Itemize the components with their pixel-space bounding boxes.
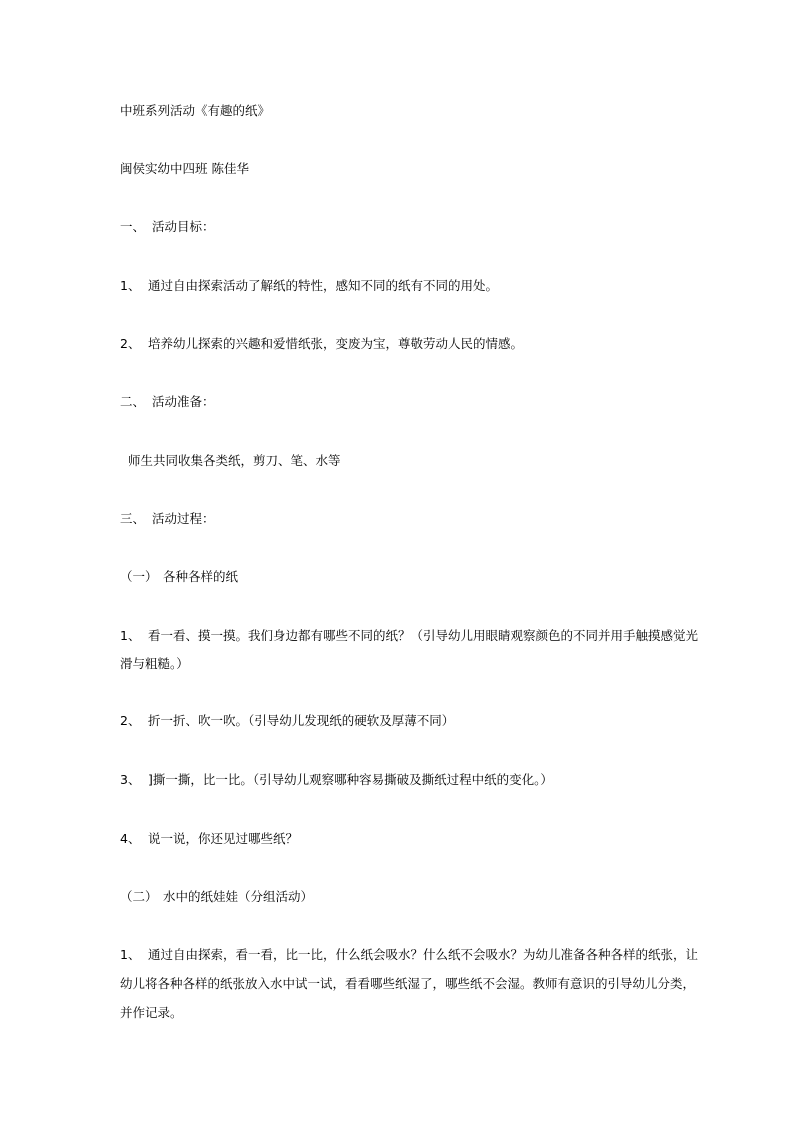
section-heading-goals: [120, 217, 215, 237]
step-item: [120, 829, 298, 849]
step-item: [120, 770, 553, 790]
author-line: 闽侯实幼中四班 陈佳华: [120, 161, 249, 176]
subsection-number: （二）: [120, 889, 158, 904]
step-text-continued: 幼儿将各种各样的纸张放入水中试一试，看看哪些纸湿了，哪些纸不会湿。教师有意识的引导幼儿分类，: [120, 976, 696, 991]
section-heading-text: 活动目标：: [152, 219, 215, 234]
document-title: 中班系列活动《有趣的纸》: [120, 103, 271, 118]
subsection-heading-papers: [120, 567, 238, 587]
section-number: 二、: [120, 394, 146, 409]
preparation-content: 师生共同收集各类纸，剪刀、笔、水等: [128, 453, 341, 468]
subsection-heading-text: 水中的纸娃娃（分组活动）: [163, 889, 314, 904]
section-number: 三、: [120, 511, 146, 526]
goal-text: 培养幼儿探索的兴趣和爱惜纸张，变废为宝，尊敬劳动人民的情感。: [148, 336, 524, 351]
step-number: 4、: [120, 831, 141, 846]
section-heading-preparation: [120, 392, 215, 412]
section-heading-text: 活动过程：: [152, 511, 215, 526]
goal-text: 通过自由探索活动了解纸的特性，感知不同的纸有不同的用处。: [148, 278, 499, 293]
section-heading-text: 活动准备：: [152, 394, 215, 409]
subsection-number: （一）: [120, 569, 158, 584]
step-number: 1、: [120, 947, 141, 962]
goal-item: [120, 334, 523, 354]
step-text: ]撕一撕，比一比。（引导幼儿观察哪种容易撕破及撕纸过程中纸的变化。）: [148, 772, 553, 787]
step-text: 看一看、摸一摸。我们身边都有哪些不同的纸？（引导幼儿用眼睛观察颜色的不同并用手触摸感觉光: [148, 628, 699, 643]
section-heading-process: [120, 509, 215, 529]
step-text: 说一说，你还见过哪些纸？: [148, 831, 299, 846]
goal-number: 1、: [120, 278, 141, 293]
step-text-continued: 滑与粗糙。）: [120, 656, 189, 671]
step-item: [120, 945, 698, 965]
goal-number: 2、: [120, 336, 141, 351]
subsection-heading-paper-dolls: [120, 887, 313, 907]
step-text: 折一折、吹一吹。（引导幼儿发现纸的硬软及厚薄不同）: [148, 713, 455, 728]
step-item: [120, 711, 454, 731]
step-number: 2、: [120, 713, 141, 728]
section-number: 一、: [120, 219, 146, 234]
subsection-heading-text: 各种各样的纸: [163, 569, 239, 584]
goal-item: [120, 276, 498, 296]
step-item: [120, 626, 698, 646]
step-text: 通过自由探索，看一看，比一比，什么纸会吸水？什么纸不会吸水？为幼儿准备各种各样的纸张，让: [148, 947, 699, 962]
step-number: 1、: [120, 628, 141, 643]
step-number: 3、: [120, 772, 141, 787]
step-text-continued: 并作记录。: [120, 1005, 183, 1020]
